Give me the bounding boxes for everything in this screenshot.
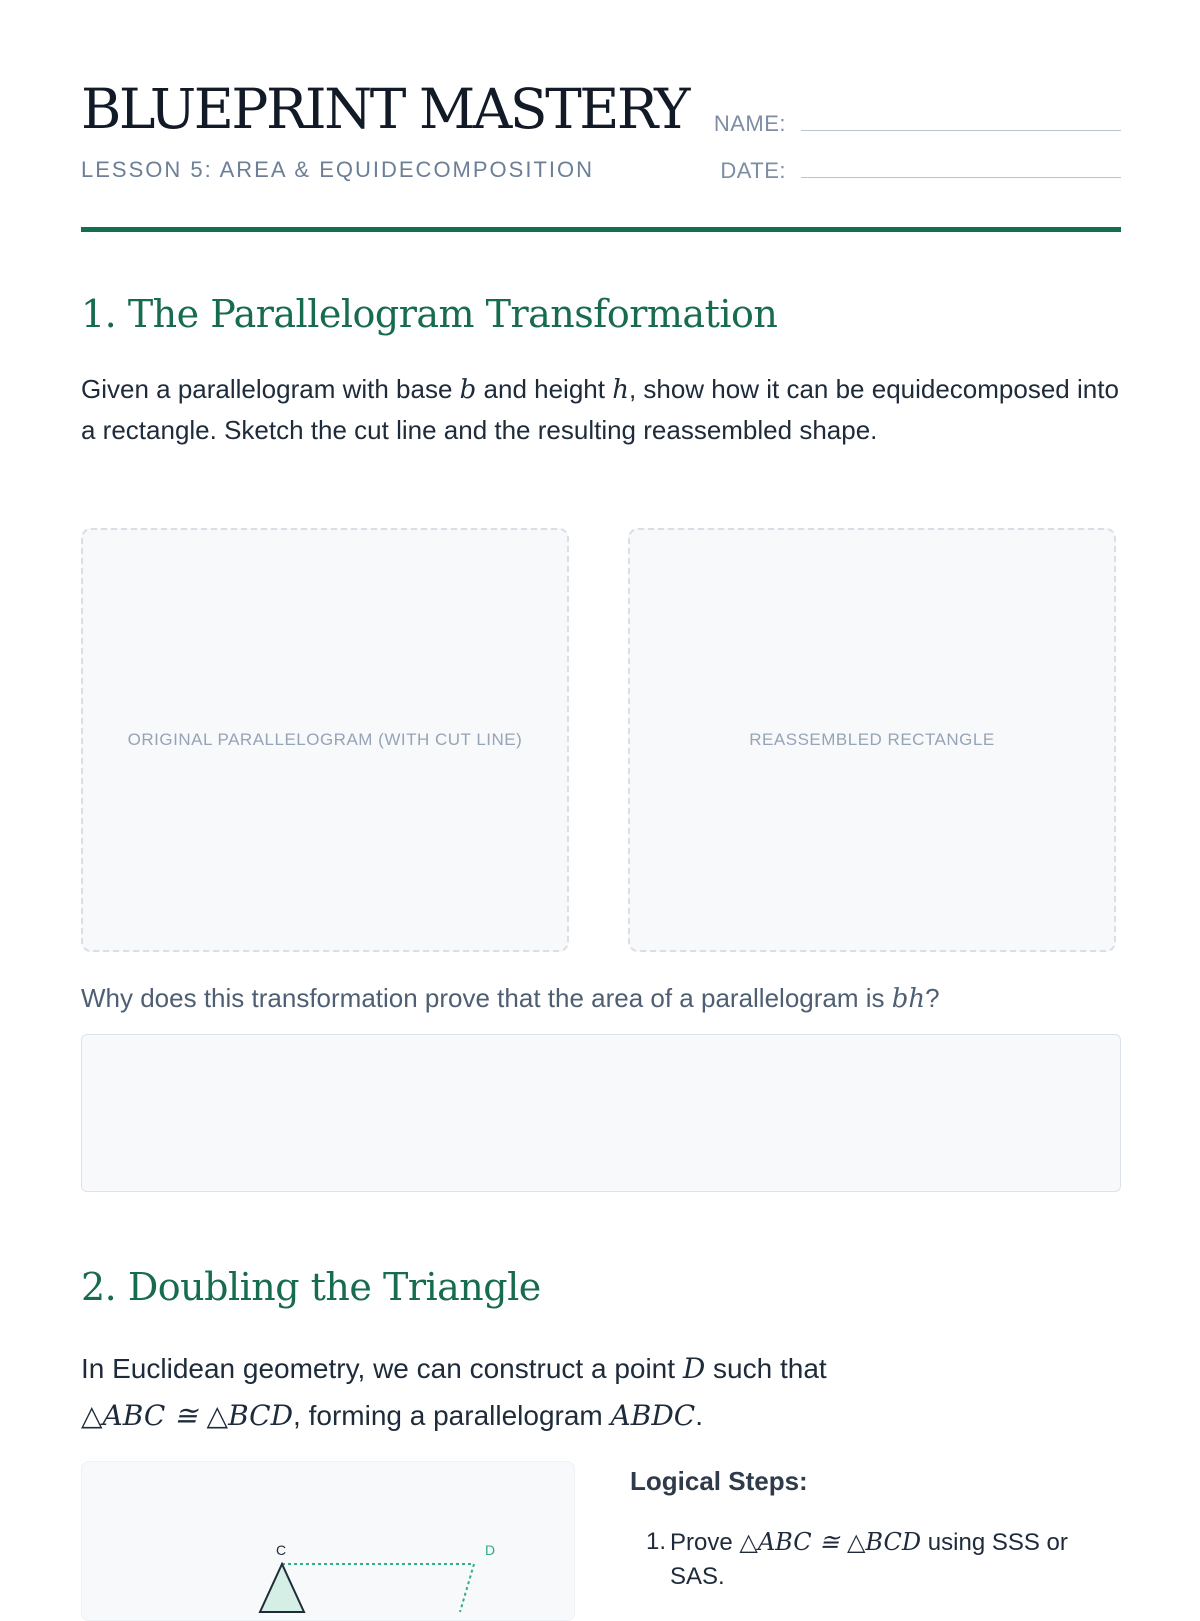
lesson-subtitle: LESSON 5: AREA & EQUIDECOMPOSITION	[81, 157, 595, 182]
name-label: NAME:	[713, 111, 786, 136]
section-1-instructions	[81, 369, 1121, 450]
section-text: .	[695, 1400, 703, 1431]
variable-d: D	[682, 1352, 706, 1385]
variable-h: h	[612, 375, 629, 405]
instruction-text: , show how it can be equidecomposed into a rectangle. Sketch the cut line and the resulting reassembled shape.	[81, 374, 1119, 445]
name-input-line[interactable]	[801, 130, 1121, 131]
step-number: 1.	[646, 1528, 667, 1555]
question-math: bh	[891, 984, 926, 1014]
question-text: ?	[925, 983, 940, 1013]
sketch-area-label: ORIGINAL PARALLELOGRAM (WITH CUT LINE)	[127, 730, 523, 749]
instruction-text: and height	[476, 374, 613, 404]
triangle-diagram	[81, 1461, 575, 1621]
original-parallelogram-sketch-area[interactable]	[81, 528, 569, 952]
reassembled-rectangle-sketch-area[interactable]	[628, 528, 1116, 952]
logical-steps-list	[630, 1525, 1110, 1594]
section-1-question	[81, 983, 940, 1014]
vertex-d-label: D	[485, 1542, 496, 1558]
variable-b: b	[459, 375, 477, 405]
step-text: using SSS or SAS.	[670, 1529, 1068, 1590]
question-text: Why does this transformation prove that the area of a parallelogram is	[81, 983, 892, 1013]
section-2-text	[81, 1345, 1081, 1439]
construction-line-db	[460, 1564, 474, 1612]
section-1-heading: 1. The Parallelogram Transformation	[81, 292, 778, 336]
list-item	[630, 1525, 1110, 1594]
section-text: such that	[705, 1353, 827, 1384]
section-2-heading: 2. Doubling the Triangle	[81, 1265, 541, 1309]
date-input-line[interactable]	[801, 177, 1121, 178]
date-label: DATE:	[720, 158, 786, 183]
triangle-diagram-svg	[82, 1462, 575, 1621]
section-text: , forming a parallelogram	[293, 1400, 611, 1431]
triangle-abc	[260, 1564, 304, 1612]
congruence-statement: △ABC ≅ △BCD	[81, 1399, 294, 1432]
section-text: In Euclidean geometry, we can construct a point	[81, 1353, 683, 1384]
instruction-text: Given a parallelogram with base	[81, 374, 460, 404]
vertex-c-label: C	[276, 1542, 287, 1558]
parallelogram-name: ABDC	[610, 1399, 696, 1432]
header-divider	[81, 227, 1121, 232]
step-math: △ABC ≅ △BCD	[739, 1528, 922, 1556]
step-text: Prove	[670, 1529, 740, 1556]
logical-steps-heading: Logical Steps:	[630, 1466, 808, 1496]
sketch-area-label: REASSEMBLED RECTANGLE	[749, 730, 995, 749]
worksheet-title: BLUEPRINT MASTERY	[81, 77, 688, 141]
answer-box[interactable]	[81, 1034, 1121, 1192]
